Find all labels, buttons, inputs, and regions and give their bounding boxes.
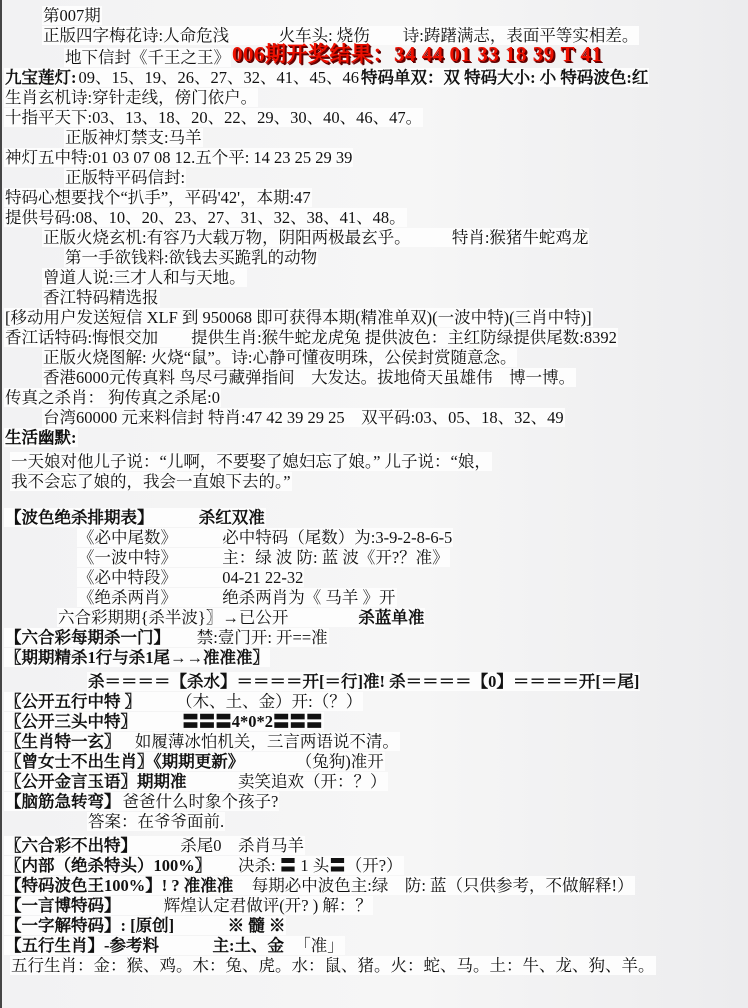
- text-segment: 绝杀两肖为《 马羊 》开: [222, 588, 396, 607]
- text-line: [42, 228, 748, 248]
- text-line: [4, 328, 748, 348]
- text-line: [4, 88, 748, 108]
- text-segment: 特码单双：双 特码大小: 小 特码波色:红: [361, 68, 649, 87]
- text-segment: [移动用户发送短信 XLF 到 950068 即可获得本期(精准单双)(一波中特)(三肖中特)]: [5, 308, 592, 327]
- text-segment: [170, 548, 222, 567]
- text-line: [4, 428, 748, 448]
- text-segment: 【六合彩每期杀一门】: [5, 628, 162, 647]
- text-segment: 杀红双准: [198, 508, 265, 527]
- text-segment: 禁:壹门开: 开==准: [163, 628, 328, 647]
- text-segment: 台湾60000 元来料信封 特肖:47 42 39 29 25 双平码:03、05、18、32、49: [43, 408, 564, 427]
- text-line: [64, 168, 748, 188]
- text-segment: 主:土、金: [212, 936, 284, 955]
- text-segment: 〖六合彩不出特】: [5, 836, 129, 855]
- text-line: [4, 856, 748, 876]
- text-segment: 正版火烧图解: 火烧“鼠”。诗:心静可懂夜明珠，公侯封赏随意念。: [43, 348, 517, 367]
- text-line: [4, 752, 748, 772]
- text-segment: 第一手欲钱料:欲钱去买跪乳的动物: [65, 248, 318, 267]
- text-line: [77, 568, 748, 588]
- text-line: [4, 388, 748, 408]
- text-line: [64, 128, 748, 148]
- text-segment: 曾道人说:三才人和与天地。: [43, 268, 246, 287]
- text-segment: 生活幽默:: [5, 428, 77, 447]
- text-line: [42, 288, 748, 308]
- text-line: [4, 148, 748, 168]
- text-line: [4, 792, 748, 812]
- text-line: [42, 368, 748, 388]
- text-segment: [146, 508, 198, 527]
- text-segment: 传真之杀肖： 狗传真之杀尾:0: [5, 388, 220, 407]
- text-line: [4, 732, 748, 752]
- text-line: [64, 248, 748, 268]
- text-segment: 〖公开三头中特〗: [5, 712, 129, 731]
- text-segment: 提供号码:08、10、20、23、27、31、32、38、41、48。: [5, 208, 406, 227]
- text-line: [4, 772, 748, 792]
- text-line: [77, 548, 748, 568]
- text-segment: 六合彩期期{杀半波}〗→已公开: [58, 608, 289, 627]
- text-segment: 答案：在爷爷面前.: [88, 812, 225, 831]
- text-segment: 〖曾女士不出生肖〗《期期更新》: [5, 752, 236, 771]
- text-segment: 香江话特码:悔恨交加 提供生肖:猴牛蛇龙虎兔 提供波色：主红防绿提供尾数:8392: [5, 328, 617, 347]
- text-segment: 09、15、19、26、27、32、41、45、46: [78, 68, 359, 87]
- text-segment: 正版四字梅花诗:人命危浅 火车头: 烧伤 诗:踌躇满志，表面平等实相差。: [43, 26, 639, 45]
- text-segment: 爸爸什么时象个孩子?: [122, 792, 279, 811]
- text-segment: ※ 髓 ※: [227, 916, 286, 935]
- text-segment: 特码心想要找个“扒手”，平码'42'，本期:47: [5, 188, 311, 207]
- text-line: [42, 408, 748, 428]
- text-segment: 〖公开五行中特 〗: [5, 692, 133, 711]
- text-segment: [175, 916, 227, 935]
- text-segment: 《必中尾数》: [78, 528, 169, 547]
- text-line: [77, 588, 748, 608]
- text-segment: 主：绿 波 防: 蓝 波《开?？准》: [222, 548, 449, 567]
- text-segment: 〖内部（绝杀特头）100%〗: [5, 856, 203, 875]
- text-line: [4, 692, 748, 712]
- text-line: [4, 108, 748, 128]
- text-segment: 生肖玄机诗:穿针走线，傍门依户。: [5, 88, 258, 107]
- text-line: [4, 916, 748, 936]
- text-line: [4, 712, 748, 732]
- text-segment: 第007期: [43, 6, 101, 25]
- text-segment: 如履薄冰怕机关，三言两语说不清。: [114, 732, 399, 751]
- text-line: [4, 208, 748, 228]
- text-segment: 〓〓〓4*0*2〓〓〓: [182, 712, 323, 731]
- text-segment: [160, 936, 212, 955]
- text-line: [64, 42, 748, 68]
- text-segment: 杀蓝单准: [358, 608, 425, 627]
- text-line: [4, 648, 748, 668]
- text-segment: 《一波中特》: [78, 548, 169, 567]
- text-segment: [170, 528, 222, 547]
- text-segment: 卖笑追欢（开：？）: [188, 772, 387, 791]
- text-segment: 神灯五中特:01 03 07 08 12.五个平: 14 23 25 29 39: [5, 148, 353, 167]
- text-segment: 【一字解特码】: [原创]: [5, 916, 175, 935]
- text-segment: 九宝莲灯:: [5, 68, 77, 87]
- text-segment: 【一言博特码】: [5, 896, 113, 915]
- text-segment: （木、土、金）开:（？）: [134, 692, 363, 711]
- text-segment: 我不会忘了娘的，我会一直娘下去的。”: [11, 472, 291, 491]
- text-segment: 地下信封《千王之王》: [65, 48, 230, 67]
- text-segment: 《绝杀两肖》: [78, 588, 169, 607]
- text-line: [87, 812, 748, 832]
- text-segment: 杀尾0 杀肖马羊: [130, 836, 304, 855]
- text-segment: 香江特码精选报: [43, 288, 159, 307]
- text-line: [57, 608, 748, 628]
- text-segment: 【脑筋急转弯】: [5, 792, 121, 811]
- text-line: [4, 508, 748, 528]
- text-segment: 「准」: [286, 936, 344, 955]
- text-line: [4, 896, 748, 916]
- text-segment: 必中特码（尾数）为:3-9-2-8-6-5: [222, 528, 453, 547]
- text-segment: 每期必中波色主:绿 防: 蓝（只供参考，不做解释!）: [235, 876, 634, 895]
- text-line: [4, 188, 748, 208]
- text-segment: [289, 608, 357, 627]
- text-segment: 正版神灯禁支:马羊: [65, 128, 202, 147]
- text-segment: 【特码波色王100%】! ? 准准准: [5, 876, 234, 895]
- text-segment: [130, 712, 182, 731]
- text-segment: 正版火烧玄机:有容乃大载万物，阴阳两极最玄乎。 特肖:猴猪牛蛇鸡龙: [43, 228, 589, 247]
- text-segment: 辉煌认定君做评(开? ) 解：？: [114, 896, 372, 915]
- text-segment: 〖期期精杀1行与杀1尾→→准准准〗: [5, 648, 269, 667]
- text-line: [87, 672, 748, 692]
- text-line: [42, 268, 748, 288]
- text-segment: 决杀: 〓 1 头〓（开?）: [205, 856, 403, 875]
- text-line: [42, 6, 748, 26]
- text-segment: [170, 588, 222, 607]
- text-segment: 五行生肖：金：猴、鸡。木：兔、虎。水：鼠、猪。火：蛇、马。土：牛、龙、狗、羊。: [11, 956, 655, 975]
- text-line: [4, 628, 748, 648]
- text-line: [4, 836, 748, 856]
- text-line: [77, 528, 748, 548]
- document-body: [2, 6, 748, 976]
- text-segment: 十指平天下:03、13、18、20、22、29、30、40、46、47。: [5, 108, 423, 127]
- text-segment: （兔狗)准开: [238, 752, 384, 771]
- text-segment: 【波色绝杀排期表】: [5, 508, 146, 527]
- text-segment: 香港6000元传真料 鸟尽弓藏弹指间 大发达。拔地倚天虽雄伟 博一博。: [43, 368, 576, 387]
- text-line: [10, 956, 748, 976]
- text-line: [4, 308, 748, 328]
- text-line: [4, 876, 748, 896]
- text-segment: 一天娘对他儿子说：“儿啊，不要娶了媳妇忘了娘。” 儿子说：“娘，: [11, 452, 491, 471]
- text-segment: 正版特平码信封:: [65, 168, 186, 187]
- text-line: [10, 472, 748, 492]
- text-segment: 04-21 22-32: [222, 568, 304, 587]
- text-segment: 《必中特段》: [78, 568, 169, 587]
- text-line: [4, 936, 748, 956]
- text-line: [42, 348, 748, 368]
- text-line: [10, 452, 748, 472]
- text-segment: 【五行生肖】-参考料: [5, 936, 159, 955]
- text-segment: 〖公开金言玉语〗期期准: [5, 772, 187, 791]
- draw-result-banner: 006期开奖结果：34 44 01 33 18 39 T 41: [232, 42, 603, 66]
- text-segment: 杀＝＝＝＝【杀水】＝＝＝＝开[＝行]准! 杀＝＝＝＝【0】＝＝＝＝开[＝尾]: [88, 672, 640, 691]
- text-segment: 〖生肖特一玄〗: [5, 732, 113, 751]
- text-segment: [170, 568, 222, 587]
- text-line: [4, 68, 748, 88]
